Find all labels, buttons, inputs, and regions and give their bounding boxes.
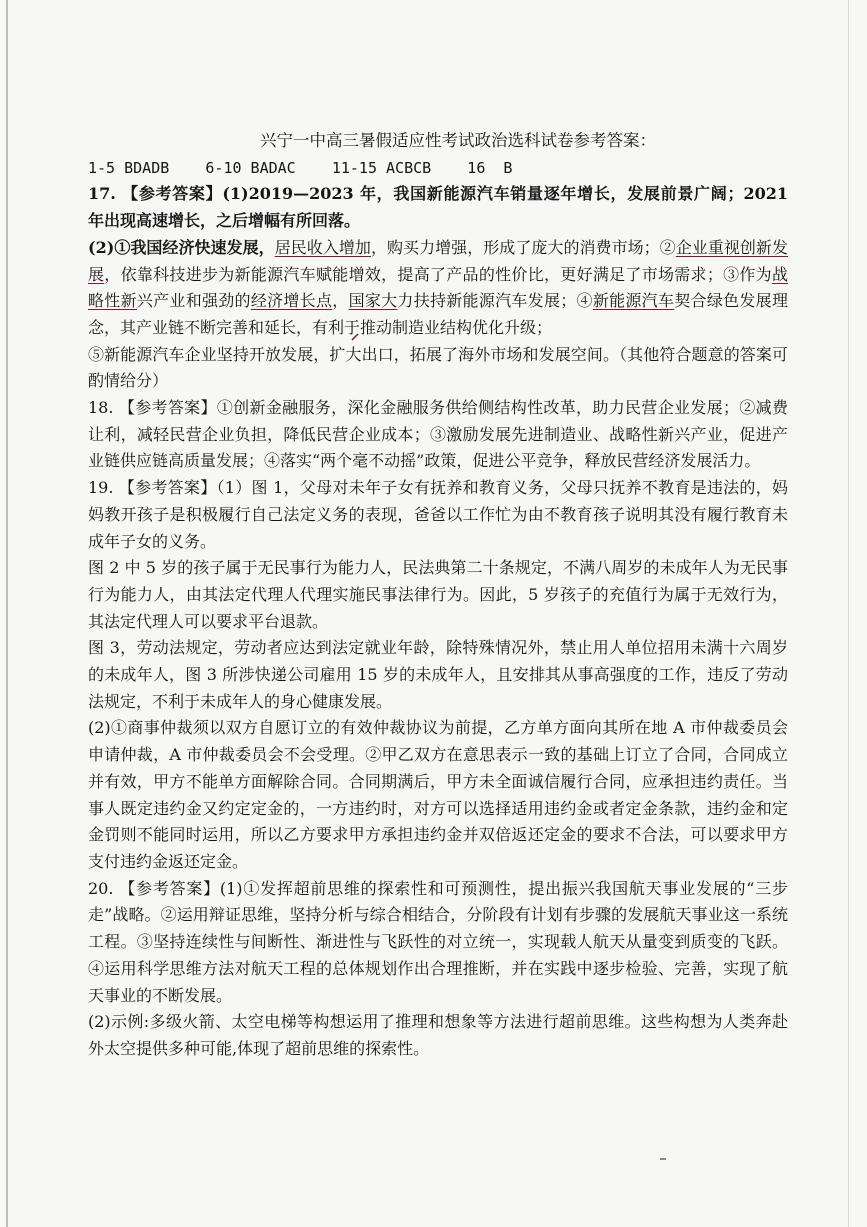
q19-part2: (2)①商事仲裁须以双方自愿订立的有效仲裁协议为前提，乙方单方面向其所在地 A 市仲裁委员会申请仲裁，A 市仲裁委员会不会受理。②甲乙双方在意思表示一致的基础上订立了合同，合同成立并有效，甲方不能单方面解除合同。合同期满后，甲方未全面诚信履行合同，应承担违约责任。当事人既定违约金又约定定金的，一方违约时，对方可以选择适用违约金或者定金条款，违约金和定金罚则不能同时运用，所以乙方要求甲方承担违约金并双倍返还定金的要求不合法，可以要求甲方支付违约金返还定金。 xyxy=(88,718,788,871)
q17-p2-text: ，购买力增强，形成了庞大的消费市场；② xyxy=(370,237,676,257)
q20-part2: (2)示例:多级火箭、太空电梯等构想运用了推理和想象等方法进行超前思维。这些构想为人类奔赴外太空提供多种可能,体现了超前思维的探索性。 xyxy=(88,1012,788,1058)
q17-p2-text: ，依靠科技进步为新能源汽车赋能增效，提高了产品的性价比，更好满足了市场需求；③作为 xyxy=(104,264,772,284)
q17-p2-text: ， xyxy=(332,291,349,311)
q19-figure1: 19. 【参考答案】（1）图 1，父母对未年子女有抚养和教育义务，父母只抚养不教育是违法的，妈妈教开孩子是积极履行自己法定义务的表现，爸爸以工作忙为由不教育孩子说明其没有履行教育未成年子女的义务。 xyxy=(88,478,788,551)
page-title: 兴宁一中高三暑假适应性考试政治选科试卷参考答案： xyxy=(260,131,656,150)
multiple-choice-answers: 1-5 BDADB 6-10 BADAC 11-15 ACBCB 16 B xyxy=(88,158,513,177)
q17-part1: 17. 【参考答案】(1)2019—2023 年，我国新能源汽车销量逐年增长，发展前景广阔；2021 年出现高速增长，之后增幅有所回落。 xyxy=(88,184,788,231)
q17-part2 xyxy=(88,235,788,342)
q17-point5: ⑤新能源汽车企业坚持开放发展，扩大出口，拓展了海外市场和发展空间。（其他符合题意的答案可酌情给分） xyxy=(88,344,788,391)
q17-p2-text: (2)①我国经济快速发展， xyxy=(88,237,275,257)
q17-underline-growth: 经济增长点 xyxy=(250,291,333,311)
q17-underline-income: 居民收入增加 xyxy=(274,237,371,257)
q17-p2-text: 契合绿色发展理念，其产业链不断完善和延长，有利于推动制造业结构优化升级； xyxy=(88,291,788,337)
q17-p2-text: 力扶持新能源汽车发展；④ xyxy=(397,291,593,311)
q17-underline-innovation: 企业重视创新发展 xyxy=(88,237,788,284)
scan-speck xyxy=(660,1158,666,1160)
q18-answer: 18. 【参考答案】①创新金融服务，深化金融服务供给侧结构性改革，助力民营企业发展；②减费让利，减轻民营企业负担，降低民营企业成本；③激励发展先进制造业、战略性新兴产业，促进产业链供应链高质量发展；④落实“两个毫不动摇”政策，促进公平竞争，释放民营经济发展活力。 xyxy=(88,398,788,471)
scan-edge-left xyxy=(6,0,8,1227)
scan-edge-right xyxy=(848,0,849,1227)
answer-key-body xyxy=(88,128,788,1063)
q19-figure2: 图 2 中 5 岁的孩子属于无民事行为能力人，民法典第二十条规定，不满八周岁的未成年人为无民事行为能力人，由其法定代理人代理实施民事法律行为。因此，5 岁孩子的充值行为属于无效行为，其法定代理人可以要求平台退款。 xyxy=(88,558,788,631)
q17-p2-text: 兴产业和强劲的 xyxy=(136,291,251,311)
q20-part1: 20. 【参考答案】(1)①发挥超前思维的探索性和可预测性，提出振兴我国航天事业发展的“三步走”战略。②运用辩证思维，坚持分析与综合相结合，分阶段有计划有步骤的发展航天事业这一系统工程。③坚持连续性与间断性、渐进性与飞跃性的对立统一，实现载人航天从量变到质变的飞跃。④运用科学思维方法对航天工程的总体规划作出合理推断，并在实践中逐步检验、完善，实现了航天事业的不断发展。 xyxy=(88,878,788,1005)
pen-tick-mark xyxy=(350,330,370,344)
q19-figure3: 图 3，劳动法规定，劳动者应达到法定就业年龄，除特殊情况外，禁止用人单位招用未满十六周岁的未成年人，图 3 所涉快递公司雇用 15 岁的未成年人，且安排其从事高强度的工作，违反了劳动法规定，不利于未成年人的身心健康发展。 xyxy=(88,638,788,711)
q17-underline-nev: 新能源汽车 xyxy=(592,291,675,311)
q17-underline-state: 国家大 xyxy=(348,291,398,311)
q17-underline-strategic: 战略性新 xyxy=(88,264,788,311)
